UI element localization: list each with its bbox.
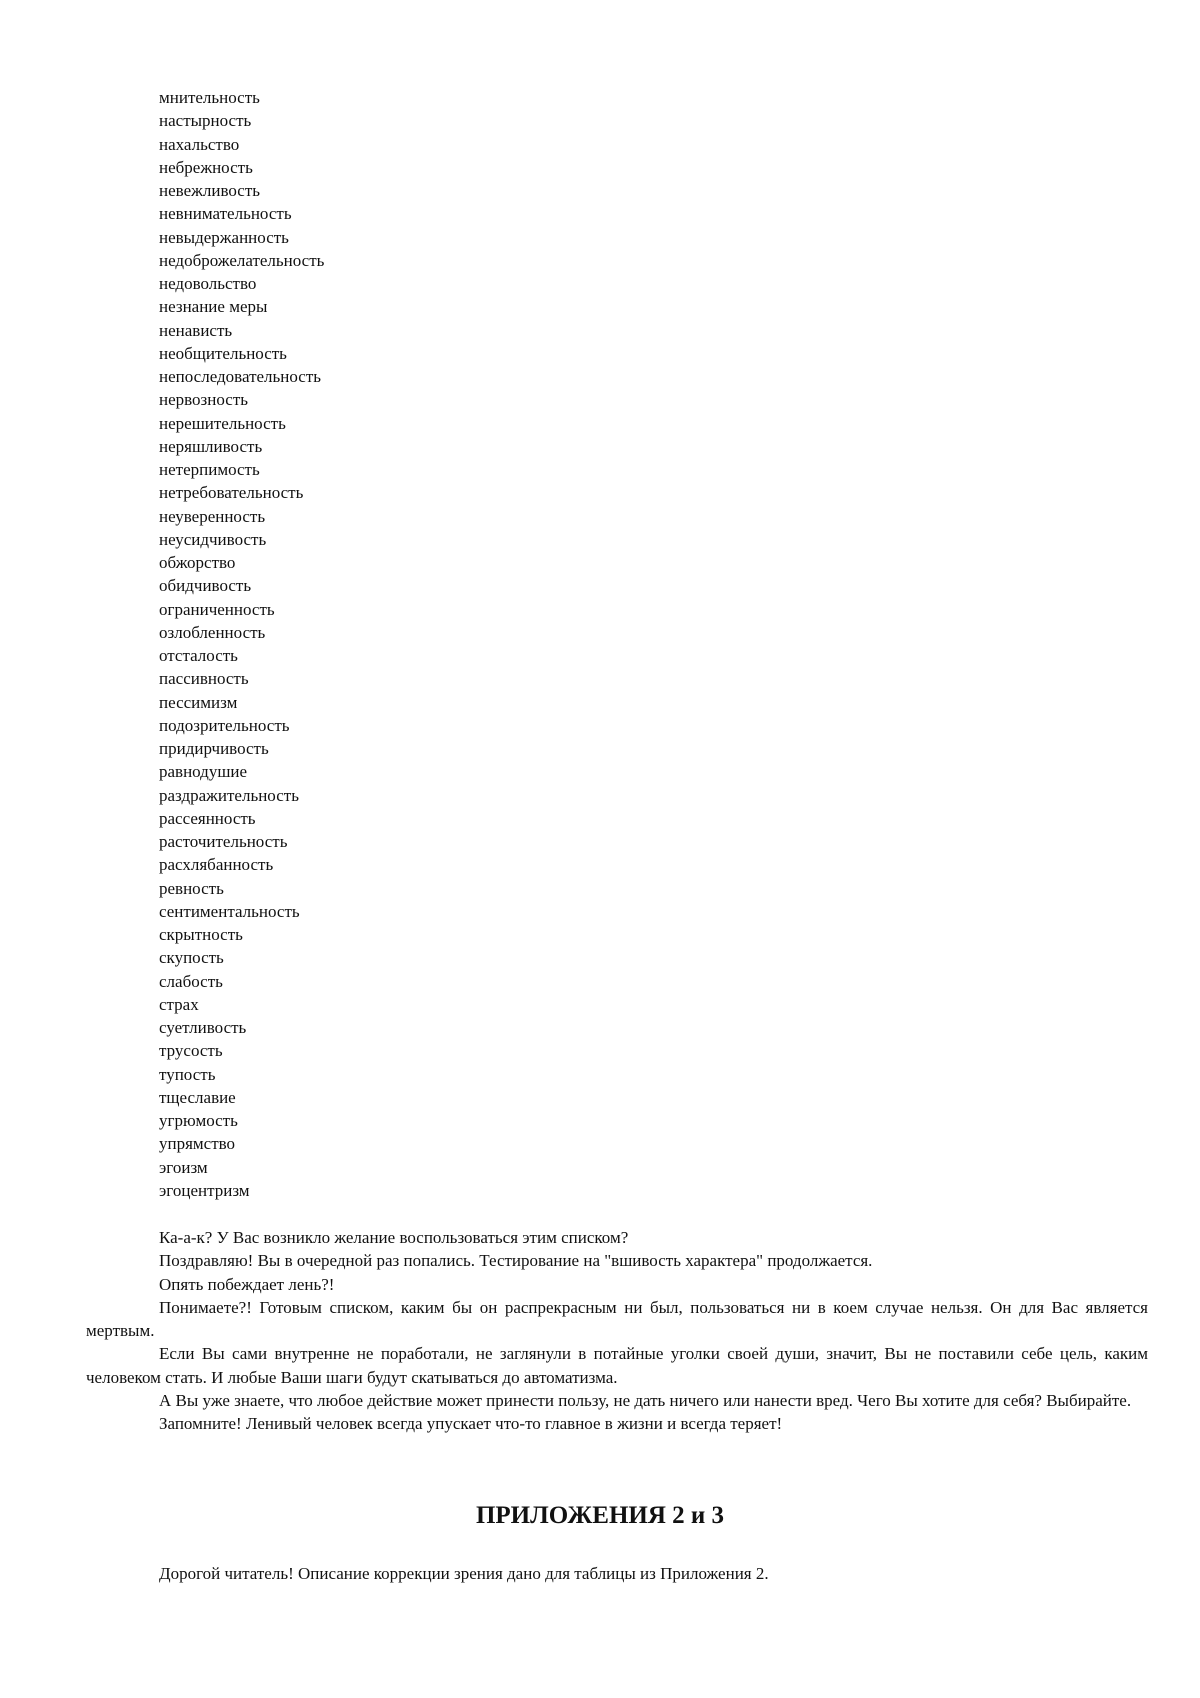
trait-item: ревность — [159, 878, 224, 898]
trait-item: неряшливость — [159, 436, 263, 456]
trait-item: упрямство — [159, 1134, 236, 1154]
trait-item: нервозность — [159, 390, 249, 410]
trait-item: невежливость — [159, 181, 261, 200]
trait-item: пассивность — [159, 669, 249, 689]
trait-item: расточительность — [159, 832, 288, 851]
trait-item: невнимательность — [159, 204, 292, 224]
trait-item: нерешительность — [159, 413, 286, 433]
paragraph: Ка-а-к? У Вас возникло желание воспользоваться этим списком? — [159, 1228, 629, 1247]
section-title: ПРИЛОЖЕНИЯ 2 и 3 — [475, 1502, 725, 1529]
trait-item: недовольство — [159, 274, 257, 293]
trait-item: нетерпимость — [159, 460, 260, 479]
trait-item: ненависть — [159, 320, 233, 340]
trait-item: суетливость — [159, 1018, 247, 1037]
trait-item: сентиментальность — [159, 901, 300, 921]
trait-item: эгоизм — [159, 1157, 208, 1177]
trait-item: необщительность — [159, 343, 287, 363]
trait-item: скупость — [159, 948, 224, 968]
trait-item: настырность — [159, 111, 252, 131]
trait-item: слабость — [159, 971, 223, 991]
trait-item: скрытность — [159, 925, 243, 944]
trait-item: неуверенность — [159, 506, 266, 526]
trait-item: нетребовательность — [159, 483, 304, 503]
trait-item: незнание меры — [159, 297, 268, 317]
paragraph: А Вы уже знаете, что любое действие может принести пользу, не дать ничего или нанести вред. Чего Вы хотите для себя? Выбирайте. — [159, 1391, 1132, 1411]
trait-item: угрюмость — [159, 1111, 238, 1130]
trait-item: рассеянность — [159, 808, 256, 828]
trait-item: расхлябанность — [159, 855, 274, 875]
trait-item: обидчивость — [159, 576, 252, 596]
paragraph: Запомните! Ленивый человек всегда упускает что-то главное в жизни и всегда теряет! — [159, 1414, 783, 1434]
trait-item: небрежность — [159, 157, 253, 177]
body-text — [86, 1226, 1148, 1436]
trait-item: мнительность — [159, 88, 260, 107]
trait-item: ограниченность — [159, 599, 275, 619]
trait-item: обжорство — [159, 553, 236, 572]
trait-item: нахальство — [159, 134, 240, 154]
trait-item: невыдержанность — [159, 227, 289, 247]
trait-item: пессимизм — [159, 692, 238, 712]
paragraph: Понимаете?! Готовым списком, каким бы он распрекрасным ни был, пользоваться ни в коем случае нельзя. Он для Вас является мертвым. — [86, 1297, 1148, 1341]
trait-item: придирчивость — [159, 739, 269, 758]
trait-item: тщеславие — [159, 1087, 236, 1107]
trait-item: раздражительность — [159, 785, 299, 805]
trait-item: непоследовательность — [159, 367, 322, 386]
paragraph: Опять побеждает лень?! — [159, 1274, 335, 1294]
trait-item: отсталость — [159, 646, 238, 665]
trait-item: тупость — [159, 1064, 216, 1084]
traits-list — [159, 86, 324, 1202]
trait-item: озлобленность — [159, 622, 266, 642]
paragraph: Поздравляю! Вы в очередной раз попались. Тестирование на "вшивость характера" продолжается. — [159, 1251, 873, 1271]
trait-item: недоброжелательность — [159, 250, 325, 270]
intro-paragraph: Дорогой читатель! Описание коррекции зрения дано для таблицы из Приложения 2. — [159, 1564, 769, 1583]
trait-item: неусидчивость — [159, 529, 267, 549]
paragraph: Если Вы сами внутренне не поработали, не заглянули в потайные уголки своей души, значит, Вы не поставили себе цель, каким человеком стать. И любые Ваши шаги будут скатываться до автоматизма. — [86, 1344, 1148, 1387]
trait-item: подозрительность — [159, 715, 290, 735]
trait-item: страх — [159, 994, 199, 1014]
trait-item: трусость — [159, 1041, 223, 1061]
trait-item: равнодушие — [159, 762, 248, 782]
trait-item: эгоцентризм — [159, 1180, 250, 1200]
